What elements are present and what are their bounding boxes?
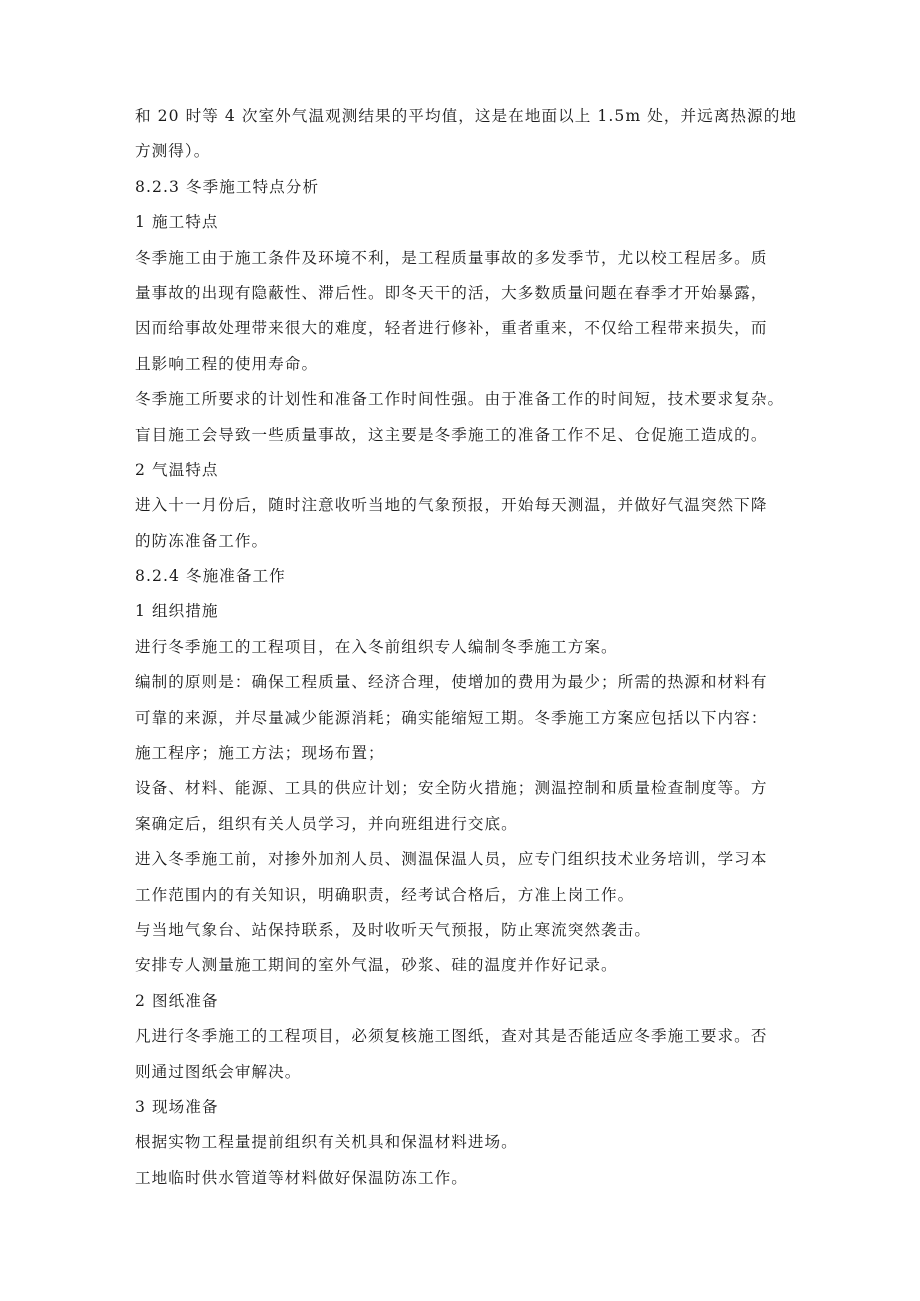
subsection-heading: 1 施工特点	[135, 213, 219, 232]
subsection-heading: 3 现场准备	[135, 1097, 219, 1116]
subsection-heading: 1 组织措施	[135, 602, 219, 621]
paragraph-line: 因而给事故处理带来很大的难度，轻者进行修补，重者重来，不仅给工程带来损失，而	[135, 319, 768, 338]
paragraph-line: 根据实物工程量提前组织有关机具和保温材料进场。	[135, 1133, 518, 1152]
subsection-heading: 2 图纸准备	[135, 991, 219, 1010]
paragraph-line: 工作范围内的有关知识，明确职责，经考试合格后，方准上岗工作。	[135, 885, 635, 904]
paragraph-line: 安排专人测量施工期间的室外气温，砂浆、硅的温度并作好记录。	[135, 956, 618, 975]
subsection-heading: 2 气温特点	[135, 460, 219, 479]
paragraph-line: 可靠的来源，并尽量减少能源消耗；确实能缩短工期。冬季施工方案应包括以下内容：	[135, 708, 768, 727]
paragraph-line: 和 20 时等 4 次室外气温观测结果的平均值，这是在地面以上 1.5m 处，并远离热源的地	[135, 107, 797, 125]
paragraph-line: 工地临时供水管道等材料做好保温防冻工作。	[135, 1168, 468, 1187]
paragraph-line: 且影响工程的使用寿命。	[135, 354, 319, 373]
paragraph-line: 设备、材料、能源、工具的供应计划；安全防火措施；测温控制和质量检查制度等。方	[135, 779, 768, 798]
paragraph-line: 进入冬季施工前，对掺外加剂人员、测温保温人员，应专门组织技术业务培训，学习本	[135, 850, 768, 869]
section-heading: 8.2.3 冬季施工特点分析	[135, 177, 320, 196]
paragraph-line: 编制的原则是：确保工程质量、经济合理，使增加的费用为最少；所需的热源和材料有	[135, 673, 768, 692]
paragraph-line: 进行冬季施工的工程项目，在入冬前组织专人编制冬季施工方案。	[135, 637, 618, 656]
document-body	[135, 99, 795, 1196]
paragraph-line: 冬季施工所要求的计划性和准备工作时间性强。由于准备工作的时间短，技术要求复杂。	[135, 390, 785, 409]
paragraph-line: 施工程序；施工方法；现场布置；	[135, 744, 385, 763]
paragraph-line: 的防冻准备工作。	[135, 531, 269, 550]
paragraph-line: 方测得）。	[135, 142, 211, 161]
paragraph-line: 案确定后，组织有关人员学习，并向班组进行交底。	[135, 814, 518, 833]
paragraph-line: 冬季施工由于施工条件及环境不利，是工程质量事故的多发季节，尤以校工程居多。质	[135, 248, 768, 267]
paragraph-line: 进入十一月份后，随时注意收听当地的气象预报，开始每天测温，并做好气温突然下降	[135, 496, 768, 515]
section-heading: 8.2.4 冬施准备工作	[135, 567, 286, 586]
paragraph-line: 量事故的出现有隐蔽性、滞后性。即冬天干的活，大多数质量问题在春季才开始暴露，	[135, 283, 768, 302]
paragraph-line: 与当地气象台、站保持联系，及时收听天气预报，防止寒流突然袭击。	[135, 920, 651, 939]
paragraph-line: 凡进行冬季施工的工程项目，必须复核施工图纸，查对其是否能适应冬季施工要求。否	[135, 1027, 768, 1046]
paragraph-line: 则通过图纸会审解决。	[135, 1062, 302, 1081]
paragraph-line: 盲目施工会导致一些质量事故，这主要是冬季施工的准备工作不足、仓促施工造成的。	[135, 425, 768, 444]
